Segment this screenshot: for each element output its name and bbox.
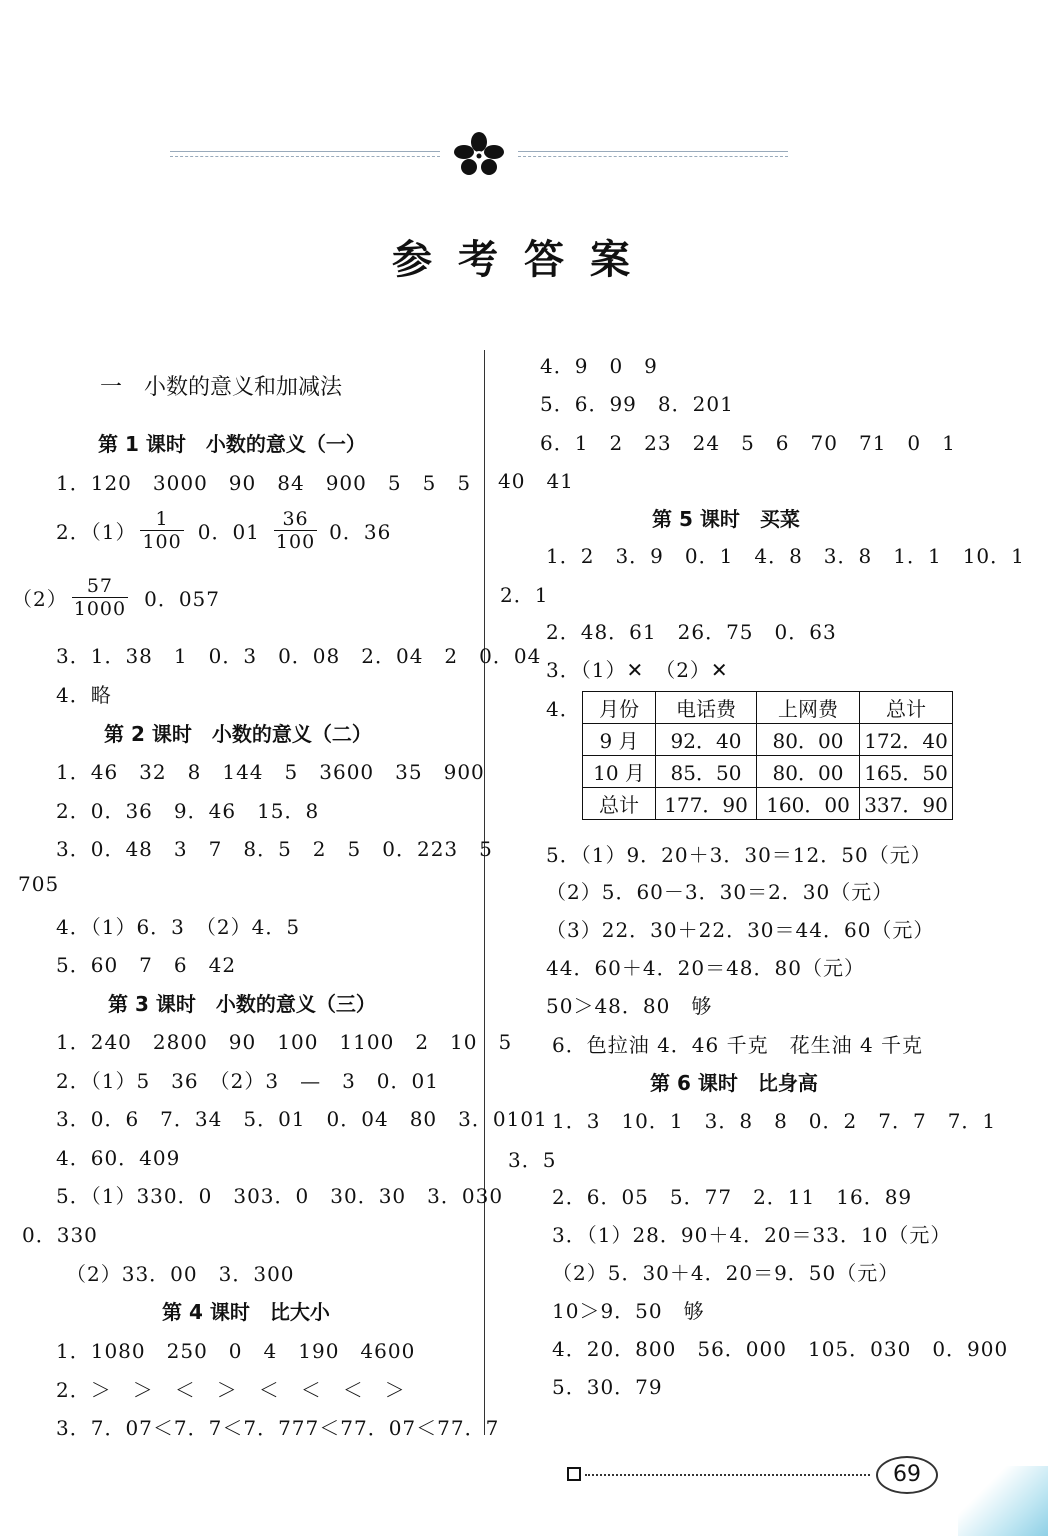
answer-line: 4．（1）6．3 （2）4．5 — [56, 915, 301, 939]
lesson-4-heading: 第 4 课时 比大小 — [162, 1300, 330, 1324]
table-header-cell: 电话费 — [656, 692, 757, 724]
answer-line: 2．48．61 26．75 0．63 — [546, 620, 837, 644]
fraction-denominator: 100 — [142, 531, 182, 553]
fraction — [72, 575, 128, 620]
answer-line: 5．30．79 — [552, 1375, 663, 1399]
answer-line: 1．1080 250 0 4 190 4600 — [56, 1339, 416, 1363]
fraction-numerator: 1 — [140, 508, 183, 531]
table-row — [583, 724, 953, 756]
bill-table — [582, 691, 953, 820]
answer-line: （2）5．60－3．30＝2．30（元） — [546, 880, 894, 904]
answer-label: （2） — [12, 587, 68, 611]
answer-line: （3）22．30＋22．30＝44．60（元） — [546, 918, 935, 942]
chapter-title: 一 小数的意义和加减法 — [100, 375, 343, 400]
answer-value: 0．01 — [197, 520, 260, 544]
table-header-cell: 总计 — [860, 692, 953, 724]
table-cell: 165．50 — [860, 756, 953, 788]
header-rule-right — [518, 151, 788, 157]
lesson-1-heading: 第 1 课时 小数的意义（一） — [98, 432, 366, 456]
table-row — [583, 788, 953, 820]
lesson-3-heading: 第 3 课时 小数的意义（三） — [108, 992, 376, 1016]
table-cell: 80．00 — [757, 756, 860, 788]
table-cell: 10 月 — [583, 756, 656, 788]
answer-line: 2．＞ ＞ ＜ ＞ ＜ ＜ ＜ ＞ — [56, 1378, 406, 1402]
fraction — [274, 508, 317, 553]
table-header-cell: 上网费 — [757, 692, 860, 724]
footer-square-icon — [567, 1467, 581, 1481]
table-cell: 9 月 — [583, 724, 656, 756]
answer-line: 4．9 0 9 — [540, 354, 658, 378]
table-cell: 172．40 — [860, 724, 953, 756]
table-cell: 总计 — [583, 788, 656, 820]
footer-dotted-rule — [585, 1474, 870, 1476]
lesson-6-heading: 第 6 课时 比身高 — [650, 1071, 818, 1095]
table-cell: 160．00 — [757, 788, 860, 820]
answer-line: 1．120 3000 90 84 900 5 5 5 — [56, 471, 472, 495]
answer-line: 3．1．38 1 0．3 0．08 2．04 2 0．04 — [56, 644, 542, 668]
answer-line: 3．0．48 3 7 8．5 2 5 0．223 5 — [56, 837, 493, 861]
answer-line-fractions — [56, 508, 391, 553]
lesson-2-heading: 第 2 课时 小数的意义（二） — [104, 722, 372, 746]
answer-line: 4．20．800 56．000 105．030 0．900 — [552, 1337, 1009, 1361]
answer-line: 0．330 — [22, 1223, 98, 1247]
page-title: 参考答案 — [392, 237, 656, 283]
answer-line: 2．6．05 5．77 2．11 16．89 — [552, 1185, 913, 1209]
fraction-numerator: 57 — [72, 575, 128, 598]
answer-line-fractions — [12, 575, 220, 620]
answer-line: 6．1 2 23 24 5 6 70 71 0 1 — [540, 431, 956, 455]
answer-line: 1．2 3．9 0．1 4．8 3．8 1．1 10．1 — [546, 544, 1025, 568]
answer-value: 0．36 — [329, 520, 392, 544]
answer-line: 5．6．99 8．201 — [540, 392, 734, 416]
answer-label: 2．（1） — [56, 520, 137, 544]
answer-line: 2．1 — [500, 583, 549, 607]
fraction-denominator: 1000 — [73, 598, 127, 620]
flower-icon — [450, 130, 508, 178]
fraction-denominator: 100 — [275, 531, 316, 553]
table-cell: 337．90 — [860, 788, 953, 820]
answer-line: 1．240 2800 90 100 1100 2 10 5 — [56, 1030, 513, 1054]
answer-line: （2）5．30＋4．20＝9．50（元） — [552, 1261, 900, 1285]
answer-line: 6．色拉油 4．46 千克 花生油 4 千克 — [552, 1033, 924, 1057]
answer-label: 4． — [546, 697, 581, 721]
answer-line: 1．3 10．1 3．8 8 0．2 7．7 7．1 — [552, 1109, 997, 1133]
answer-line: 10＞9．50 够 — [552, 1299, 705, 1323]
answer-line: 5．（1）330．0 303．0 30．30 3．030 — [56, 1184, 504, 1208]
table-row — [583, 756, 953, 788]
answer-line: 5．60 7 6 42 — [56, 953, 237, 977]
answer-line: 4．60．409 — [56, 1146, 181, 1170]
answer-value: 0．057 — [144, 587, 220, 611]
answer-line: 705 — [18, 872, 60, 896]
answer-line: 50＞48．80 够 — [546, 994, 713, 1018]
answer-line: 3．0．6 7．34 5．01 0．04 80 3．0101 — [56, 1107, 548, 1131]
answer-line: 2．（1）5 36 （2）3 — 3 0．01 — [56, 1069, 439, 1093]
answer-line: 44．60＋4．20＝48．80（元） — [546, 956, 865, 980]
answer-line: 3．（1）✕ （2）✕ — [546, 658, 729, 682]
corner-decoration — [958, 1466, 1048, 1536]
answer-line: （2）33．00 3．300 — [66, 1262, 295, 1286]
column-divider — [484, 350, 485, 1435]
table-cell: 177．90 — [656, 788, 757, 820]
table-cell: 92．40 — [656, 724, 757, 756]
fraction-numerator: 36 — [274, 508, 317, 531]
table-header-row — [583, 692, 953, 724]
table-cell: 80．00 — [757, 724, 860, 756]
table-header-cell: 月份 — [583, 692, 656, 724]
header-rule-left — [170, 151, 440, 157]
answer-line: 40 41 — [498, 469, 574, 493]
answer-line: 5．（1）9．20＋3．30＝12．50（元） — [546, 843, 932, 867]
lesson-5-heading: 第 5 课时 买菜 — [652, 507, 800, 531]
fraction — [140, 508, 183, 553]
table-cell: 85．50 — [656, 756, 757, 788]
answer-line: 2．0．36 9．46 15．8 — [56, 799, 320, 823]
page-number: 69 — [876, 1456, 938, 1494]
answer-line: 4．略 — [56, 683, 112, 707]
answer-line: 1．46 32 8 144 5 3600 35 900 — [56, 760, 485, 784]
answer-line: 3．（1）28．90＋4．20＝33．10（元） — [552, 1223, 952, 1247]
answer-line: 3．5 — [508, 1148, 557, 1172]
answer-line: 3．7．07＜7．7＜7．777＜77．07＜77．7 — [56, 1416, 500, 1440]
